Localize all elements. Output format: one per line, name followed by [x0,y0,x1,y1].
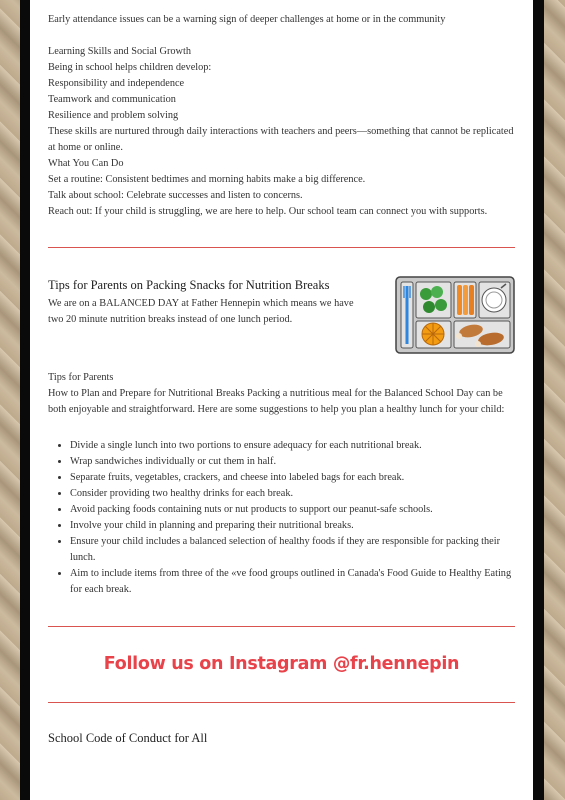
todo-heading: What You Can Do [48,158,124,169]
skills-note: These skills are nurtured through daily interactions with teachers and peers—something that cannot be replicated at home or online. [48,126,514,153]
todo-item: Reach out: If your child is struggling, we are here to help. Our school team can connect you with supports. [48,206,488,217]
code-of-conduct-title: School Code of Conduct for All [48,731,208,745]
tips-list [48,438,515,598]
tips-intro: We are on a BALANCED DAY at Father Hennepin which means we have two 20 minute nutrition breaks instead of one lunch period. [48,298,354,325]
list-item: • Aim to include items from three of the «ve food groups outlined in Canada's Food Guide to Healthy Eating for each break. [70,566,515,598]
list-item: • Wrap sandwiches individually or cut them in half. [70,454,515,470]
skill-item: Responsibility and independence [48,78,185,89]
skill-item: Resilience and problem solving [48,110,179,121]
skills-heading: Learning Skills and Social Growth [48,46,191,57]
attendance-intro: Early attendance issues can be a warning sign of deeper challenges at home or in the community [48,14,446,25]
plan-text: How to Plan and Prepare for Nutritional Breaks Packing a nutritious meal for the Balanced School Day can be both enjoyable and straightforward. Here are some suggestions to help you plan a healthy lunch for your child: [48,388,505,415]
list-item: • Separate fruits, vegetables, crackers, and cheese into labeled bags for each break. [70,470,515,486]
todo-item: Talk about school: Celebrate successes and listen to concerns. [48,190,303,201]
skills-lead: Being in school helps children develop: [48,62,212,73]
instagram-link[interactable]: Follow us on Instagram @fr.hennepin [103,654,460,674]
list-item: • Consider providing two healthy drinks for each break. [70,486,515,502]
tips-subheading: Tips for Parents [48,372,114,383]
skill-item: Teamwork and communication [48,94,176,105]
list-item: • Avoid packing foods containing nuts or nut products to support our peanut-safe schools. [70,502,515,518]
tips-header [48,276,515,354]
lunch-tray-icon [395,276,515,354]
tips-title: Tips for Parents on Packing Snacks for Nutrition Breaks [48,278,330,292]
list-item: • Divide a single lunch into two portions to ensure adequacy for each nutritional break. [70,438,515,454]
list-item: • Involve your child in planning and preparing their nutritional breaks. [70,518,515,534]
list-item: • Ensure your child includes a balanced selection of healthy foods if they are responsible for packing their lunch. [70,534,515,566]
todo-item: Set a routine: Consistent bedtimes and morning habits make a big difference. [48,174,366,185]
newsletter-panel [30,0,533,800]
